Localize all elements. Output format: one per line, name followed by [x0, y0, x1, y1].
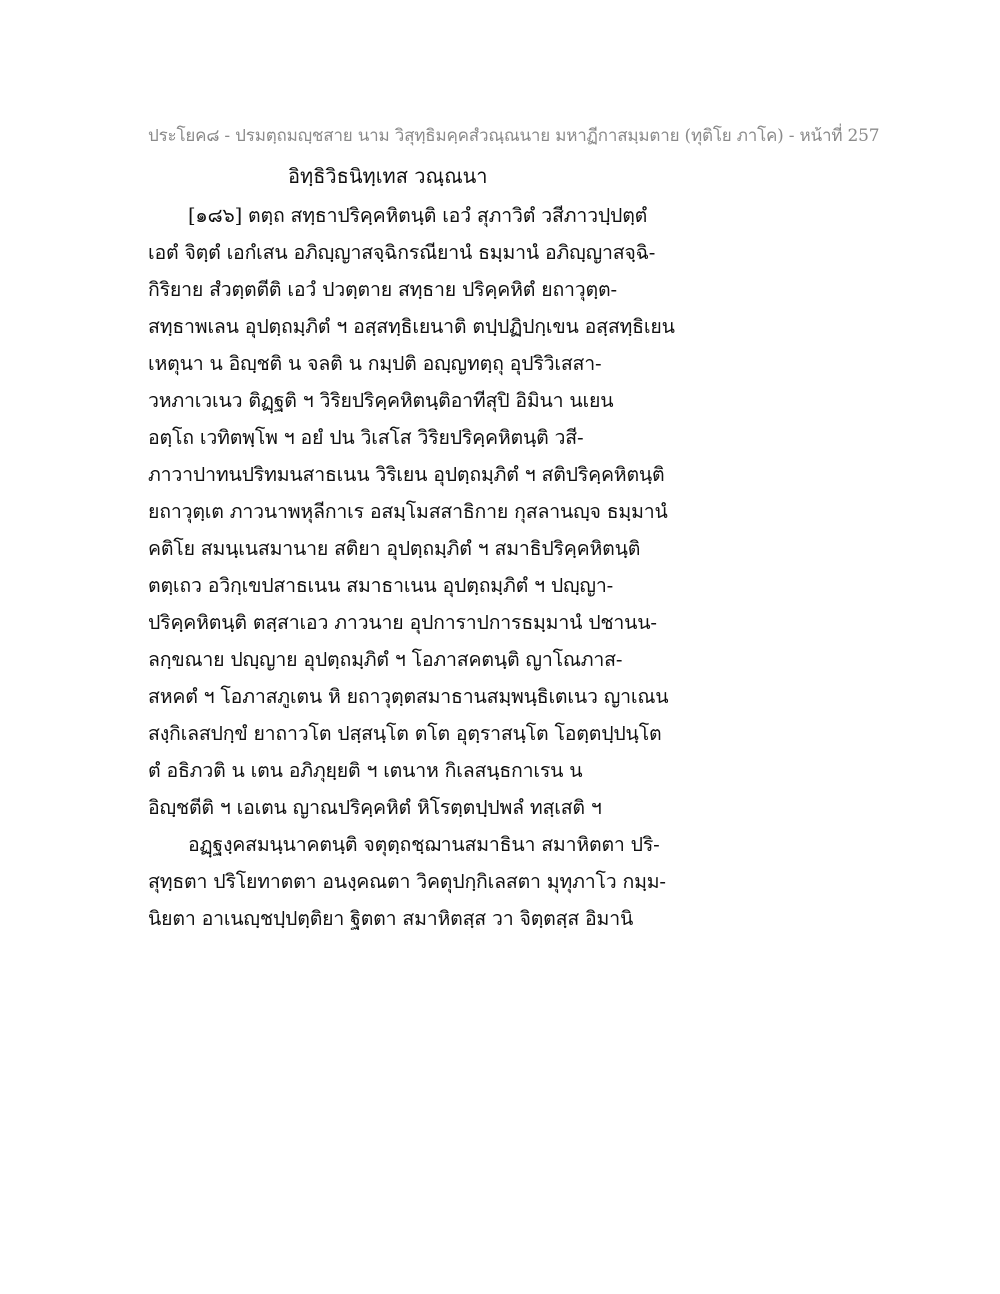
text-line: เหตุนา น อิญฺชติ น จลติ น กมฺปติ อญฺญทตฺถุ อุปริวิเสสา- [148, 352, 602, 375]
section-title: อิทฺธิวิธนิทฺเทส วณฺณนา [288, 164, 488, 188]
text-line: อิญฺชตีติ ฯ เอเตน ญาณปริคฺคหิตํ หิโรตฺตปฺปพลํ ทสฺเสติ ฯ [148, 796, 602, 819]
text-line: ปริคฺคหิตนฺติ ตสฺสาเอว ภาวนาย อุปการาปการธมฺมานํ ปชานน- [148, 611, 657, 634]
text-line: คติโย สมนฺเนสมานาย สติยา อุปตฺถมฺภิตํ ฯ สมาธิปริคฺคหิตนฺติ [148, 537, 641, 560]
text-line: อตฺโถ เวทิตพฺโพ ฯ อยํ ปน วิเสโส วิริยปริคฺคหิตนฺติ วสี- [148, 426, 584, 449]
text-line: สงฺกิเลสปกฺขํ ยาถาวโต ปสฺสนฺโต ตโต อุตฺราสนฺโต โอตฺตปฺปนฺโต [148, 722, 662, 745]
text-line: กิริยาย สํวตฺตตีติ เอวํ ปวตฺตาย สทฺธาย ปริคฺคหิตํ ยถาวุตฺต- [148, 278, 617, 301]
text-line: [๑๘๖] ตตฺถ สทฺธาปริคฺคหิตนฺติ เอวํ สุภาวิตํ วสีภาวปฺปตฺตํ [188, 204, 648, 227]
text-line: นิยตา อาเนญฺชปฺปตฺติยา ฐิตตา สมาหิตสฺส วา จิตฺตสฺส อิมานิ [148, 907, 634, 930]
text-line: ตํ อธิภวติ น เตน อภิภุยฺยติ ฯ เตนาห กิเลสนฺธกาเรน น [148, 759, 583, 782]
text-line: วหภาเวเนว ติฏฺฐติ ฯ วิริยปริคฺคหิตนฺติอาทีสุปิ อิมินา นเยน [148, 389, 614, 412]
text-line: ตตฺเถว อวิกฺเขปสาธเนน สมาธาเนน อุปตฺถมฺภิตํ ฯ ปญฺญา- [148, 574, 613, 597]
text-line: ยถาวุตฺเต ภาวนาพหุลีกาเร อสมฺโมสสาธิกาย กุสลานญฺจ ธมฺมานํ [148, 500, 668, 523]
text-line: สุทฺธตา ปริโยทาตตา อนงฺคณตา วิคตุปกฺกิเลสตา มุทุภาโว กมฺม- [148, 870, 666, 893]
running-header: ประโยค๘ - ปรมตฺถมญฺชสาย นาม วิสุทฺธิมคฺคสํวณฺณนาย มหาฏีกาสมฺมตาย (ทุติโย ภาโค) - หน้าที่ 257 [148, 126, 880, 146]
text-line: สหคตํ ฯ โอภาสภูเตน หิ ยถาวุตฺตสมาธานสมฺพนฺธิเตเนว ญาเณน [148, 685, 669, 708]
text-line: อฏฺฐงฺคสมนฺนาคตนฺติ จตุตฺถชฺฌานสมาธินา สมาหิตตา ปริ- [188, 833, 660, 856]
text-line: สทฺธาพเลน อุปตฺถมฺภิตํ ฯ อสฺสทฺธิเยนาติ ตปฺปฏิปกฺเขน อสฺสทฺธิเยน [148, 315, 675, 338]
text-line: เอตํ จิตฺตํ เอกํเสน อภิญฺญาสจฺฉิกรณียานํ ธมฺมานํ อภิญฺญาสจฺฉิ- [148, 241, 656, 264]
text-line: ลกฺขณาย ปญฺญาย อุปตฺถมฺภิตํ ฯ โอภาสคตนฺติ ญาโณภาส- [148, 648, 623, 671]
text-line: ภาวาปาทนปริทมนสาธเนน วิริเยน อุปตฺถมฺภิตํ ฯ สติปริคฺคหิตนฺติ [148, 463, 665, 486]
